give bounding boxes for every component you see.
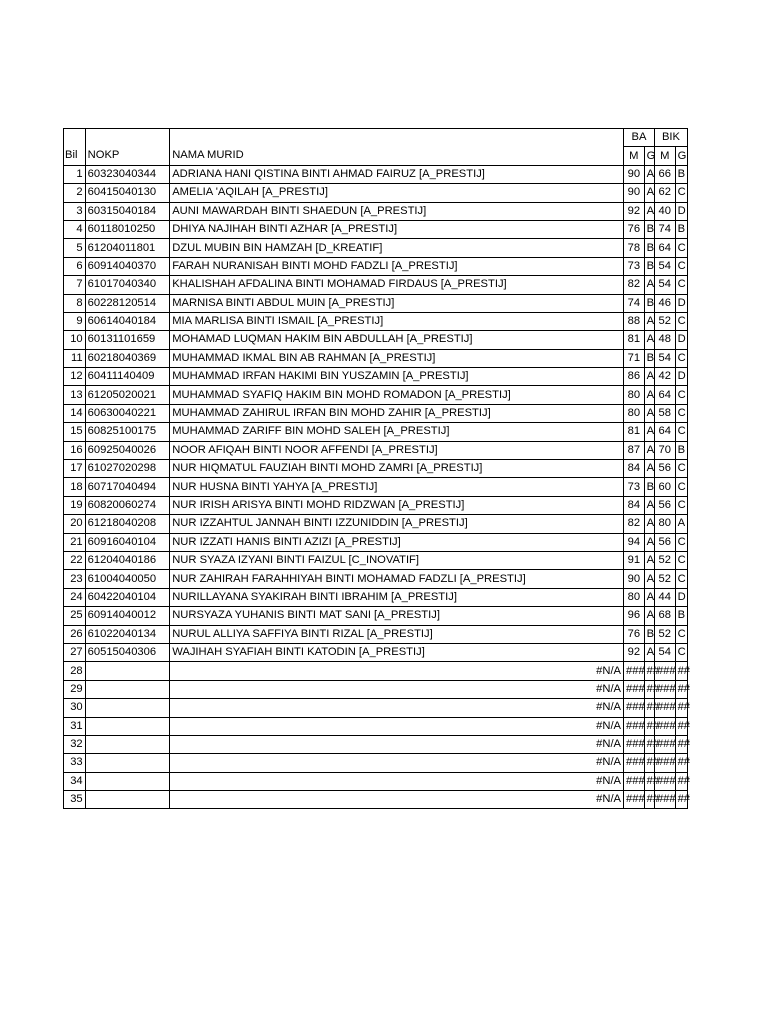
nama-cell: MIA MARLISA BINTI ISMAIL [A_PRESTIJ]	[170, 312, 624, 330]
bik-grade-cell: D	[675, 588, 687, 606]
bik-grade-cell: ##	[675, 662, 687, 680]
nama-cell: NUR SYAZA IZYANI BINTI FAIZUL [C_INOVATIF]	[170, 551, 624, 569]
table-row	[64, 662, 688, 680]
table-row	[64, 386, 688, 404]
bik-grade-cell: C	[675, 276, 687, 294]
bil-cell: 13	[64, 386, 86, 404]
ba-grade-cell: B	[644, 349, 654, 367]
bik-grade-cell: C	[675, 386, 687, 404]
ba-grade-cell: B	[644, 478, 654, 496]
nokp-cell: 60914040012	[85, 607, 170, 625]
nokp-cell	[85, 717, 170, 735]
ba-grade-cell: ##	[644, 680, 654, 698]
nokp-header-top	[85, 129, 170, 147]
ba-mark-cell: ###	[624, 772, 645, 790]
nokp-cell: 60218040369	[85, 349, 170, 367]
nama-cell: AMELIA 'AQILAH [A_PRESTIJ]	[170, 184, 624, 202]
bil-cell: 2	[64, 184, 86, 202]
ba-mark-cell: 92	[624, 202, 645, 220]
ba-mark-cell: 84	[624, 460, 645, 478]
nokp-cell: 61204011801	[85, 239, 170, 257]
nama-cell: AUNI MAWARDAH BINTI SHAEDUN [A_PRESTIJ]	[170, 202, 624, 220]
nokp-cell	[85, 699, 170, 717]
nama-cell: NUR ZAHIRAH FARAHHIYAH BINTI MOHAMAD FADZLI [A_PRESTIJ]	[170, 570, 624, 588]
bik-grade-cell: ##	[675, 717, 687, 735]
ba-grade-cell: B	[644, 220, 654, 238]
table-row	[64, 165, 688, 183]
bik-mark-cell: ###	[654, 772, 675, 790]
bik-mark-cell: 60	[654, 478, 675, 496]
nama-cell: NOOR AFIQAH BINTI NOOR AFFENDI [A_PRESTIJ]	[170, 441, 624, 459]
bik-mark-cell: 40	[654, 202, 675, 220]
table-row	[64, 551, 688, 569]
bil-cell: 8	[64, 294, 86, 312]
nama-cell: DZUL MUBIN BIN HAMZAH [D_KREATIF]	[170, 239, 624, 257]
bik-grade-cell: C	[675, 404, 687, 422]
ba-mark-cell: 71	[624, 349, 645, 367]
nama-cell: MUHAMMAD IRFAN HAKIMI BIN YUSZAMIN [A_PRESTIJ]	[170, 368, 624, 386]
bil-cell: 28	[64, 662, 86, 680]
ba-grade-cell: A	[644, 496, 654, 514]
bil-cell: 16	[64, 441, 86, 459]
ba-mark-cell: 74	[624, 294, 645, 312]
table-row	[64, 441, 688, 459]
ba-grade-cell: A	[644, 202, 654, 220]
ba-mark-cell: 73	[624, 257, 645, 275]
table-row	[64, 735, 688, 753]
ba-mark-cell: 80	[624, 404, 645, 422]
bik-grade-cell: C	[675, 625, 687, 643]
nokp-cell: 61204040186	[85, 551, 170, 569]
nama-cell: #N/A	[170, 680, 624, 698]
nokp-cell: 60914040370	[85, 257, 170, 275]
nama-cell: #N/A	[170, 735, 624, 753]
ba-mark-cell: 84	[624, 496, 645, 514]
nama-cell: MUHAMMAD IKMAL BIN AB RAHMAN [A_PRESTIJ]	[170, 349, 624, 367]
table-row	[64, 570, 688, 588]
table-row	[64, 220, 688, 238]
bik-grade-cell: C	[675, 239, 687, 257]
bil-cell: 14	[64, 404, 86, 422]
nama-cell: NUR IZZAHTUL JANNAH BINTI IZZUNIDDIN [A_PRESTIJ]	[170, 515, 624, 533]
bik-grade-cell: C	[675, 460, 687, 478]
table-row	[64, 643, 688, 661]
nama-cell: NUR IRISH ARISYA BINTI MOHD RIDZWAN [A_PRESTIJ]	[170, 496, 624, 514]
ba-mark-cell: ###	[624, 699, 645, 717]
bik-grade-cell: C	[675, 423, 687, 441]
ba-grade-cell: A	[644, 165, 654, 183]
nama-header: NAMA MURID	[170, 147, 624, 165]
table-row	[64, 496, 688, 514]
nama-cell: #N/A	[170, 754, 624, 772]
bik-mark-cell: 64	[654, 423, 675, 441]
ba-mark-cell: 87	[624, 441, 645, 459]
ba-mark-cell: 90	[624, 165, 645, 183]
ba-mark-cell: 80	[624, 386, 645, 404]
table-row	[64, 294, 688, 312]
ba-grade-cell: A	[644, 551, 654, 569]
bil-cell: 1	[64, 165, 86, 183]
ba-mark-cell: 73	[624, 478, 645, 496]
ba-grade-cell: A	[644, 607, 654, 625]
bik-grade-cell: C	[675, 184, 687, 202]
nokp-cell	[85, 791, 170, 809]
ba-g-header: G	[644, 147, 654, 165]
bil-cell: 23	[64, 570, 86, 588]
bik-grade-cell: D	[675, 202, 687, 220]
nokp-cell	[85, 735, 170, 753]
bik-mark-cell: ###	[654, 699, 675, 717]
bik-mark-cell: 62	[654, 184, 675, 202]
ba-grade-cell: ##	[644, 717, 654, 735]
table-row	[64, 368, 688, 386]
nokp-cell: 61004040050	[85, 570, 170, 588]
ba-mark-cell: 76	[624, 220, 645, 238]
bik-mark-cell: 64	[654, 386, 675, 404]
bik-grade-cell: D	[675, 368, 687, 386]
ba-mark-cell: ###	[624, 680, 645, 698]
ba-grade-cell: ##	[644, 754, 654, 772]
ba-mark-cell: 96	[624, 607, 645, 625]
nokp-cell: 61027020298	[85, 460, 170, 478]
bik-grade-cell: D	[675, 331, 687, 349]
table-body	[64, 165, 691, 809]
bil-cell: 19	[64, 496, 86, 514]
bik-mark-cell: 70	[654, 441, 675, 459]
bil-cell: 32	[64, 735, 86, 753]
ba-mark-cell: 81	[624, 331, 645, 349]
table-row	[64, 754, 688, 772]
bik-mark-cell: 44	[654, 588, 675, 606]
bik-mark-cell: ###	[654, 680, 675, 698]
bik-mark-cell: 66	[654, 165, 675, 183]
nokp-cell: 60422040104	[85, 588, 170, 606]
bik-grade-cell: B	[675, 165, 687, 183]
nama-cell: #N/A	[170, 699, 624, 717]
ba-mark-cell: 94	[624, 533, 645, 551]
nokp-header: NOKP	[85, 147, 170, 165]
ba-grade-cell: A	[644, 368, 654, 386]
subject-ba-header: BA	[624, 129, 655, 147]
ba-grade-cell: A	[644, 312, 654, 330]
table-row	[64, 404, 688, 422]
table-row	[64, 349, 688, 367]
ba-grade-cell: A	[644, 386, 654, 404]
ba-grade-cell: A	[644, 331, 654, 349]
nama-cell: WAJIHAH SYAFIAH BINTI KATODIN [A_PRESTIJ]	[170, 643, 624, 661]
nokp-cell: 61022040134	[85, 625, 170, 643]
ba-grade-cell: A	[644, 643, 654, 661]
nokp-cell: 60131101659	[85, 331, 170, 349]
ba-mark-cell: 88	[624, 312, 645, 330]
bik-mark-cell: ###	[654, 662, 675, 680]
nokp-cell	[85, 662, 170, 680]
bik-grade-cell: C	[675, 478, 687, 496]
bil-cell: 11	[64, 349, 86, 367]
table-row	[64, 772, 688, 790]
bil-cell: 12	[64, 368, 86, 386]
bik-mark-cell: 52	[654, 551, 675, 569]
bik-mark-cell: 42	[654, 368, 675, 386]
bil-cell: 4	[64, 220, 86, 238]
bik-grade-cell: B	[675, 607, 687, 625]
ba-m-header: M	[624, 147, 645, 165]
bik-mark-cell: ###	[654, 754, 675, 772]
bik-grade-cell: ##	[675, 772, 687, 790]
bil-cell: 29	[64, 680, 86, 698]
nokp-cell: 60717040494	[85, 478, 170, 496]
bik-grade-cell: B	[675, 220, 687, 238]
nokp-cell: 61218040208	[85, 515, 170, 533]
ba-mark-cell: 82	[624, 276, 645, 294]
bik-mark-cell: 56	[654, 533, 675, 551]
table-row	[64, 312, 688, 330]
nama-cell: NURSYAZA YUHANIS BINTI MAT SANI [A_PRESTIJ]	[170, 607, 624, 625]
bil-cell: 20	[64, 515, 86, 533]
nama-cell: NURUL ALLIYA SAFFIYA BINTI RIZAL [A_PRESTIJ]	[170, 625, 624, 643]
table-row	[64, 515, 688, 533]
ba-mark-cell: 76	[624, 625, 645, 643]
bil-cell: 34	[64, 772, 86, 790]
bil-cell: 33	[64, 754, 86, 772]
bik-grade-cell: C	[675, 312, 687, 330]
ba-mark-cell: 80	[624, 588, 645, 606]
bik-mark-cell: 48	[654, 331, 675, 349]
table-row	[64, 699, 688, 717]
bil-cell: 7	[64, 276, 86, 294]
table-row	[64, 533, 688, 551]
bik-mark-cell: 52	[654, 570, 675, 588]
nokp-cell: 60228120514	[85, 294, 170, 312]
table-row	[64, 460, 688, 478]
nokp-cell: 61205020021	[85, 386, 170, 404]
bik-mark-cell: 54	[654, 257, 675, 275]
nokp-cell: 60925040026	[85, 441, 170, 459]
ba-grade-cell: A	[644, 588, 654, 606]
ba-grade-cell: B	[644, 257, 654, 275]
nokp-cell	[85, 754, 170, 772]
nama-cell: FARAH NURANISAH BINTI MOHD FADZLI [A_PRESTIJ]	[170, 257, 624, 275]
bik-mark-cell: 58	[654, 404, 675, 422]
bil-cell: 3	[64, 202, 86, 220]
table-row	[64, 478, 688, 496]
bik-mark-cell: 52	[654, 625, 675, 643]
table-row	[64, 588, 688, 606]
table-row	[64, 717, 688, 735]
nama-cell: MUHAMMAD SYAFIQ HAKIM BIN MOHD ROMADON [A_PRESTIJ]	[170, 386, 624, 404]
ba-grade-cell: A	[644, 533, 654, 551]
ba-grade-cell: A	[644, 423, 654, 441]
bik-grade-cell: C	[675, 257, 687, 275]
bil-cell: 5	[64, 239, 86, 257]
nama-cell: NUR HUSNA BINTI YAHYA [A_PRESTIJ]	[170, 478, 624, 496]
bik-mark-cell: ###	[654, 717, 675, 735]
bik-mark-cell: 56	[654, 496, 675, 514]
table-row	[64, 239, 688, 257]
bil-cell: 26	[64, 625, 86, 643]
ba-grade-cell: A	[644, 404, 654, 422]
header-row-columns	[64, 147, 688, 165]
nama-cell: NURILLAYANA SYAKIRAH BINTI IBRAHIM [A_PRESTIJ]	[170, 588, 624, 606]
bil-cell: 17	[64, 460, 86, 478]
bil-cell: 31	[64, 717, 86, 735]
bik-grade-cell: ##	[675, 791, 687, 809]
nama-cell: NUR IZZATI HANIS BINTI AZIZI [A_PRESTIJ]	[170, 533, 624, 551]
nama-cell: MUHAMMAD ZARIFF BIN MOHD SALEH [A_PRESTIJ]	[170, 423, 624, 441]
bik-grade-cell: C	[675, 533, 687, 551]
nokp-cell: 60614040184	[85, 312, 170, 330]
nama-cell: MUHAMMAD ZAHIRUL IRFAN BIN MOHD ZAHIR [A_PRESTIJ]	[170, 404, 624, 422]
ba-grade-cell: ##	[644, 699, 654, 717]
bik-grade-cell: C	[675, 643, 687, 661]
table-row	[64, 331, 688, 349]
bil-header: Bil	[64, 147, 86, 165]
ba-grade-cell: A	[644, 276, 654, 294]
nama-cell: DHIYA NAJIHAH BINTI AZHAR [A_PRESTIJ]	[170, 220, 624, 238]
ba-grade-cell: A	[644, 184, 654, 202]
bik-grade-cell: B	[675, 441, 687, 459]
results-table	[63, 128, 691, 809]
bil-cell: 27	[64, 643, 86, 661]
ba-grade-cell: A	[644, 515, 654, 533]
table-row	[64, 184, 688, 202]
bik-mark-cell: 74	[654, 220, 675, 238]
bik-mark-cell: ###	[654, 791, 675, 809]
bik-grade-cell: ##	[675, 735, 687, 753]
nama-cell: MOHAMAD LUQMAN HAKIM BIN ABDULLAH [A_PRESTIJ]	[170, 331, 624, 349]
nokp-cell: 60323040344	[85, 165, 170, 183]
bik-mark-cell: 46	[654, 294, 675, 312]
nokp-cell: 60315040184	[85, 202, 170, 220]
nokp-cell: 60916040104	[85, 533, 170, 551]
ba-grade-cell: B	[644, 239, 654, 257]
bik-mark-cell: 80	[654, 515, 675, 533]
bik-grade-cell: C	[675, 551, 687, 569]
ba-mark-cell: 82	[624, 515, 645, 533]
bik-m-header: M	[654, 147, 675, 165]
ba-mark-cell: ###	[624, 717, 645, 735]
bil-cell: 22	[64, 551, 86, 569]
ba-mark-cell: 90	[624, 570, 645, 588]
nokp-cell: 61017040340	[85, 276, 170, 294]
ba-mark-cell: 92	[624, 643, 645, 661]
ba-mark-cell: 86	[624, 368, 645, 386]
subject-bik-header: BIK	[654, 129, 687, 147]
bik-mark-cell: 68	[654, 607, 675, 625]
nokp-cell: 60630040221	[85, 404, 170, 422]
table-row	[64, 680, 688, 698]
nokp-cell: 60118010250	[85, 220, 170, 238]
table-row	[64, 276, 688, 294]
table-row	[64, 607, 688, 625]
nama-cell: #N/A	[170, 791, 624, 809]
bik-grade-cell: C	[675, 570, 687, 588]
bik-grade-cell: C	[675, 496, 687, 514]
bik-mark-cell: ###	[654, 735, 675, 753]
bil-cell: 35	[64, 791, 86, 809]
bik-grade-cell: A	[675, 515, 687, 533]
nokp-cell	[85, 772, 170, 790]
nama-cell: #N/A	[170, 772, 624, 790]
ba-mark-cell: 78	[624, 239, 645, 257]
bil-cell: 25	[64, 607, 86, 625]
table-row	[64, 423, 688, 441]
ba-grade-cell: ##	[644, 662, 654, 680]
bil-cell: 21	[64, 533, 86, 551]
bil-cell: 15	[64, 423, 86, 441]
nokp-cell	[85, 680, 170, 698]
ba-grade-cell: A	[644, 441, 654, 459]
ba-mark-cell: 91	[624, 551, 645, 569]
nokp-cell: 60820060274	[85, 496, 170, 514]
bik-mark-cell: 52	[654, 312, 675, 330]
nama-cell: ADRIANA HANI QISTINA BINTI AHMAD FAIRUZ [A_PRESTIJ]	[170, 165, 624, 183]
nama-cell: MARNISA BINTI ABDUL MUIN [A_PRESTIJ]	[170, 294, 624, 312]
ba-mark-cell: 81	[624, 423, 645, 441]
ba-mark-cell: 90	[624, 184, 645, 202]
header-row-subjects	[64, 129, 688, 147]
bik-grade-cell: D	[675, 294, 687, 312]
ba-mark-cell: ###	[624, 791, 645, 809]
bik-grade-cell: C	[675, 349, 687, 367]
nokp-cell: 60415040130	[85, 184, 170, 202]
bik-mark-cell: 54	[654, 643, 675, 661]
ba-grade-cell: A	[644, 570, 654, 588]
ba-grade-cell: ##	[644, 735, 654, 753]
nama-header-top	[170, 129, 624, 147]
table-row	[64, 257, 688, 275]
table-row	[64, 202, 688, 220]
bil-cell: 9	[64, 312, 86, 330]
ba-grade-cell: A	[644, 460, 654, 478]
nokp-cell: 60515040306	[85, 643, 170, 661]
table-row	[64, 625, 688, 643]
nama-cell: #N/A	[170, 717, 624, 735]
bik-mark-cell: 54	[654, 349, 675, 367]
nama-cell: #N/A	[170, 662, 624, 680]
bil-cell: 24	[64, 588, 86, 606]
bik-grade-cell: ##	[675, 680, 687, 698]
bik-mark-cell: 54	[654, 276, 675, 294]
ba-grade-cell: ##	[644, 772, 654, 790]
table-row	[64, 791, 688, 809]
bil-cell: 10	[64, 331, 86, 349]
ba-grade-cell: B	[644, 294, 654, 312]
nokp-cell: 60825100175	[85, 423, 170, 441]
nama-cell: NUR HIQMATUL FAUZIAH BINTI MOHD ZAMRI [A_PRESTIJ]	[170, 460, 624, 478]
nama-cell: KHALISHAH AFDALINA BINTI MOHAMAD FIRDAUS [A_PRESTIJ]	[170, 276, 624, 294]
bik-grade-cell: ##	[675, 699, 687, 717]
nokp-cell: 60411140409	[85, 368, 170, 386]
bik-grade-cell: ##	[675, 754, 687, 772]
bil-cell: 18	[64, 478, 86, 496]
ba-mark-cell: ###	[624, 662, 645, 680]
bil-cell: 30	[64, 699, 86, 717]
ba-grade-cell: B	[644, 625, 654, 643]
bil-cell: 6	[64, 257, 86, 275]
bik-g-header: G	[675, 147, 687, 165]
bik-mark-cell: 56	[654, 460, 675, 478]
bil-header-top	[64, 129, 86, 147]
ba-mark-cell: ###	[624, 735, 645, 753]
ba-grade-cell: ##	[644, 791, 654, 809]
bik-mark-cell: 64	[654, 239, 675, 257]
ba-mark-cell: ###	[624, 754, 645, 772]
